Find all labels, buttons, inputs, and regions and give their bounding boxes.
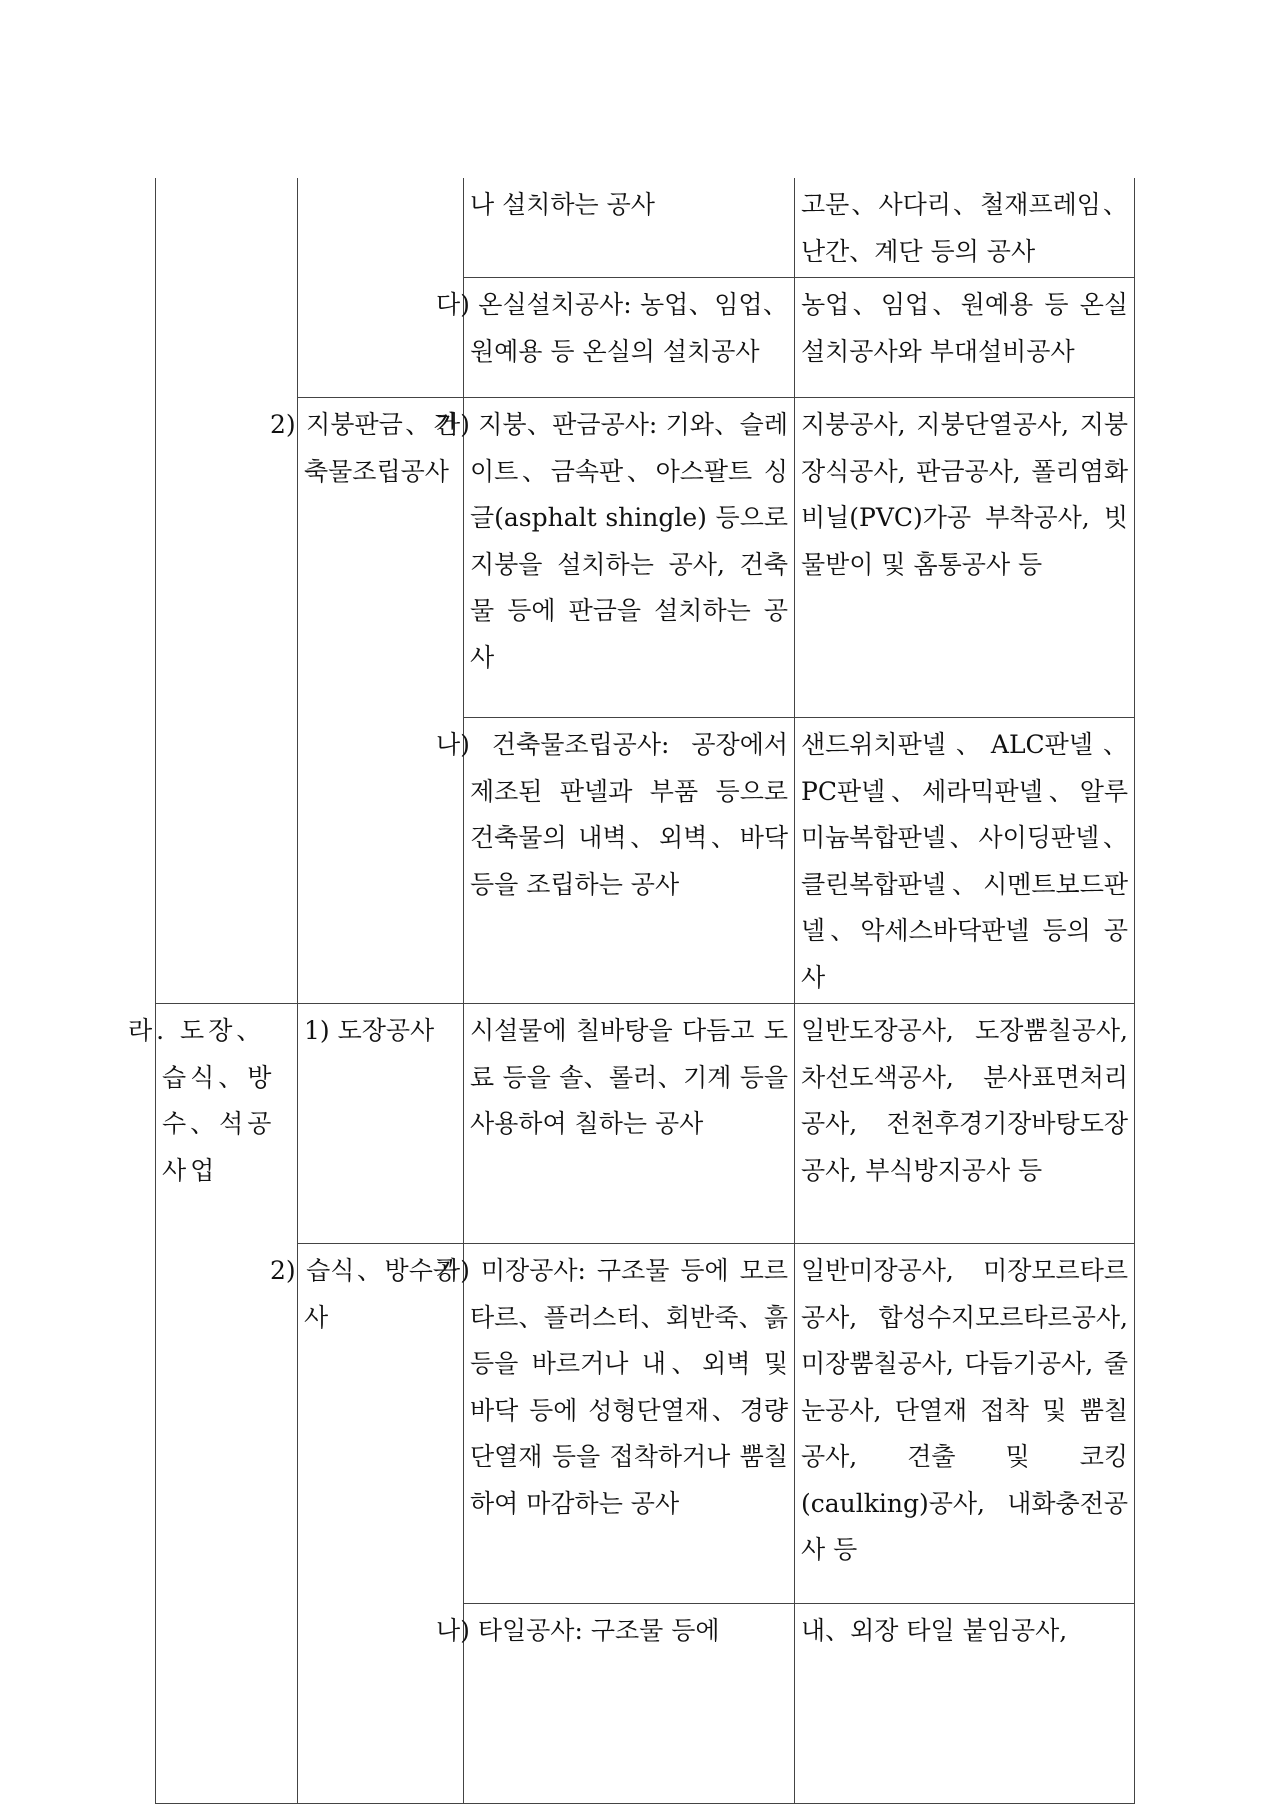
work-examples-cell: 내、외장 타일 붙임공사, bbox=[795, 1604, 1135, 1804]
subcategory-cell: 2) 습식、방수공사 bbox=[298, 1244, 464, 1804]
work-description-cell: 나 설치하는 공사 bbox=[464, 178, 795, 278]
work-examples-cell: 일반도장공사, 도장뿜칠공사, 차선도색공사, 분사표면처리공사, 전천후경기장바탕도장공사, 부식방지공사 등 bbox=[795, 1004, 1135, 1244]
category-cell-continued bbox=[156, 178, 298, 1004]
table-row bbox=[156, 178, 1135, 278]
work-description-cell: 가) 미장공사: 구조물 등에 모르타르、플러스터、회반죽、흙 등을 바르거나 내、외벽 및 바닥 등에 성형단열재、경량단열재 등을 접착하거나 뿜칠하여 마감하는 공사 bbox=[464, 1244, 795, 1604]
subcategory-cell: 2) 지붕판금、건축물조립공사 bbox=[298, 398, 464, 1004]
work-examples-cell: 지붕공사, 지붕단열공사, 지붕장식공사, 판금공사, 폴리염화비닐(PVC)가공 부착공사, 빗물받이 및 홈통공사 등 bbox=[795, 398, 1135, 718]
table-row bbox=[156, 1244, 1135, 1604]
work-description-cell: 가) 지붕、판금공사: 기와、슬레이트、금속판、아스팔트 싱글(asphalt shingle) 등으로 지붕을 설치하는 공사, 건축물 등에 판금을 설치하는 공사 bbox=[464, 398, 795, 718]
work-description-cell: 시설물에 칠바탕을 다듬고 도료 등을 솔、롤러、기계 등을 사용하여 칠하는 공사 bbox=[464, 1004, 795, 1244]
work-examples-cell: 일반미장공사, 미장모르타르공사, 합성수지모르타르공사, 미장뿜칠공사, 다듬기공사, 줄눈공사, 단열재 접착 및 뿜칠공사, 견출 및 코킹(caulking)공사, 내화충전공사 등 bbox=[795, 1244, 1135, 1604]
work-description-cell: 다) 온실설치공사: 농업、임업、원예용 등 온실의 설치공사 bbox=[464, 278, 795, 398]
work-description-cell: 나) 타일공사: 구조물 등에 bbox=[464, 1604, 795, 1804]
document-page bbox=[128, 178, 1134, 1646]
work-examples-cell: 농업、임업、원예용 등 온실설치공사와 부대설비공사 bbox=[795, 278, 1135, 398]
subcategory-cell: 1) 도장공사 bbox=[298, 1004, 464, 1244]
category-cell: 라. 도장、습식、방수、석공사업 bbox=[156, 1004, 298, 1804]
table-row bbox=[156, 1004, 1135, 1244]
work-description-cell: 나) 건축물조립공사: 공장에서 제조된 판넬과 부품 등으로 건축물의 내벽、외벽、바닥 등을 조립하는 공사 bbox=[464, 718, 795, 1004]
construction-classification-table bbox=[128, 178, 1135, 1804]
table-row bbox=[156, 398, 1135, 718]
work-examples-cell: 고문、사다리、철재프레임、난간、계단 등의 공사 bbox=[795, 178, 1135, 278]
work-examples-cell: 샌드위치판넬、ALC판넬、PC판넬、세라믹판넬、알루미늄복합판넬、사이딩판넬、클린복합판넬、시멘트보드판넬、악세스바닥판넬 등의 공사 bbox=[795, 718, 1135, 1004]
